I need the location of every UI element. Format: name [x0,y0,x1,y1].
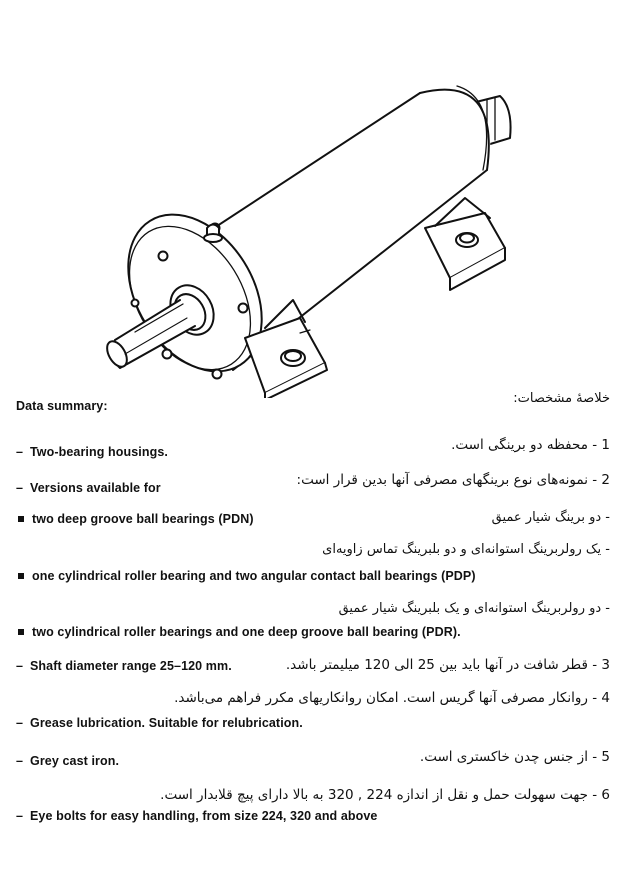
square-bullet-icon [18,573,24,579]
item-3-text: Shaft diameter range 25–120 mm. [30,659,232,673]
item-2-text: Versions available for [30,481,161,495]
item-2b [16,569,476,583]
item-2c-fa: - دو رولربرینگ استوانه‌ای و یک بلبرینگ شیار عمیق [338,601,610,616]
item-1-text: Two-bearing housings. [30,445,168,459]
dash-marker: – [16,716,24,730]
item-6-text: Eye bolts for easy handling, from size 224, 320 and above [30,809,378,823]
bearing-housing-illustration [95,78,555,398]
dash-marker: – [16,659,24,673]
item-2a-text: two deep groove ball bearings (PDN) [32,512,254,526]
item-1-fa: 1 - محفظه دو برینگی است. [451,437,610,453]
dash-marker: – [16,445,24,459]
item-5-text: Grey cast iron. [30,754,120,768]
item-4-fa: 4 - روانکار مصرفی آنها گریس است. امکان روانکاریهای مکرر فراهم می‌باشد. [174,690,610,706]
data-summary-title-fa: خلاصهٔ مشخصات: [513,391,610,406]
data-summary-title: Data summary: [16,399,108,413]
item-6-fa: 6 - جهت سهولت حمل و نقل از اندازه 224 , 320 به بالا دارای پیچ قلابدار است. [160,787,610,803]
item-2c-text: two cylindrical roller bearings and one deep groove ball bearing (PDR). [32,625,461,639]
item-2 [16,481,161,495]
item-5-fa: 5 - از جنس چدن خاکستری است. [419,749,610,765]
item-4-text: Grease lubrication. Suitable for relubrication. [30,716,303,730]
item-2a-fa: - دو برینگ شیار عمیق [491,510,610,525]
item-2c [16,625,461,639]
dash-marker: – [16,481,24,495]
item-3 [16,659,232,673]
bearing-housing-roller-drawing-icon [95,78,555,398]
item-2b-text: one cylindrical roller bearing and two angular contact ball bearings (PDP) [32,569,476,583]
item-6 [16,809,377,823]
square-bullet-icon [18,629,24,635]
item-2-fa: 2 - نمونه‌های نوع برینگهای مصرفی آنها بدین قرار است: [296,472,610,488]
item-3-fa: 3 - قطر شافت در آنها باید بین 25 الی 120 میلیمتر باشد. [285,657,610,673]
square-bullet-icon [18,516,24,522]
item-2b-fa: - یک رولربرینگ استوانه‌ای و دو بلبرینگ تماس زاویه‌ای [322,542,610,557]
dash-marker: – [16,809,24,823]
item-1 [16,445,168,459]
item-2a [16,512,254,526]
item-4 [16,716,303,730]
item-5 [16,754,119,768]
dash-marker: – [16,754,24,768]
